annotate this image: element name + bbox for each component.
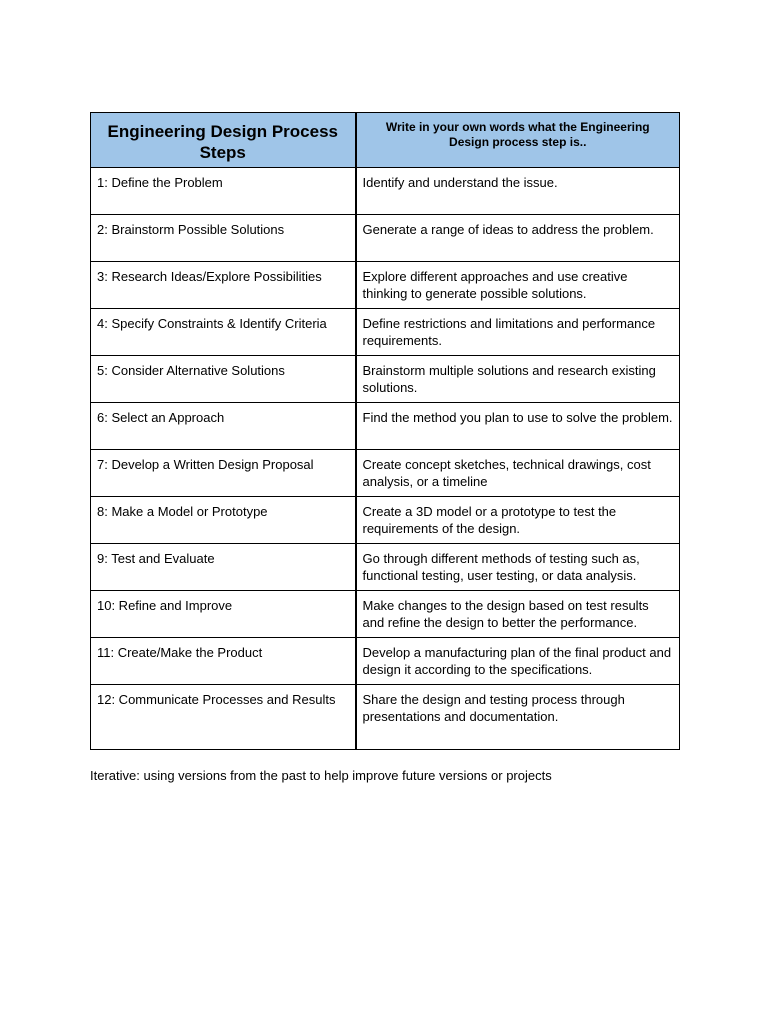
description-cell: Explore different approaches and use creative thinking to generate possible solutions. <box>356 262 680 309</box>
description-cell: Develop a manufacturing plan of the final product and design it according to the specifications. <box>356 638 680 685</box>
table-row <box>91 638 680 685</box>
table-row <box>91 309 680 356</box>
table-row <box>91 262 680 309</box>
step-cell: 1: Define the Problem <box>91 168 356 215</box>
description-cell: Go through different methods of testing such as, functional testing, user testing, or data analysis. <box>356 544 680 591</box>
table-row <box>91 215 680 262</box>
description-cell: Define restrictions and limitations and performance requirements. <box>356 309 680 356</box>
step-cell: 6: Select an Approach <box>91 403 356 450</box>
step-cell: 10: Refine and Improve <box>91 591 356 638</box>
description-cell: Brainstorm multiple solutions and research existing solutions. <box>356 356 680 403</box>
description-cell: Create a 3D model or a prototype to test the requirements of the design. <box>356 497 680 544</box>
table-row <box>91 403 680 450</box>
table-row <box>91 356 680 403</box>
description-cell: Share the design and testing process through presentations and documentation. <box>356 685 680 750</box>
step-cell: 3: Research Ideas/Explore Possibilities <box>91 262 356 309</box>
description-cell: Make changes to the design based on test results and refine the design to better the performance. <box>356 591 680 638</box>
column-header-steps: Engineering Design Process Steps <box>91 113 356 168</box>
table-row <box>91 591 680 638</box>
table-row <box>91 544 680 591</box>
step-cell: 5: Consider Alternative Solutions <box>91 356 356 403</box>
step-cell: 12: Communicate Processes and Results <box>91 685 356 750</box>
iterative-footnote: Iterative: using versions from the past to help improve future versions or projects <box>90 768 552 783</box>
table-row <box>91 168 680 215</box>
step-cell: 11: Create/Make the Product <box>91 638 356 685</box>
description-cell: Identify and understand the issue. <box>356 168 680 215</box>
step-cell: 9: Test and Evaluate <box>91 544 356 591</box>
description-cell: Find the method you plan to use to solve the problem. <box>356 403 680 450</box>
step-cell: 8: Make a Model or Prototype <box>91 497 356 544</box>
step-cell: 4: Specify Constraints & Identify Criteria <box>91 309 356 356</box>
column-header-description: Write in your own words what the Engineering Design process step is.. <box>356 113 680 168</box>
description-cell: Create concept sketches, technical drawings, cost analysis, or a timeline <box>356 450 680 497</box>
step-cell: 7: Develop a Written Design Proposal <box>91 450 356 497</box>
table-row <box>91 497 680 544</box>
table-row <box>91 685 680 750</box>
step-cell: 2: Brainstorm Possible Solutions <box>91 215 356 262</box>
description-cell: Generate a range of ideas to address the problem. <box>356 215 680 262</box>
table-header-row <box>91 113 680 168</box>
design-process-table <box>90 112 680 750</box>
table-row <box>91 450 680 497</box>
